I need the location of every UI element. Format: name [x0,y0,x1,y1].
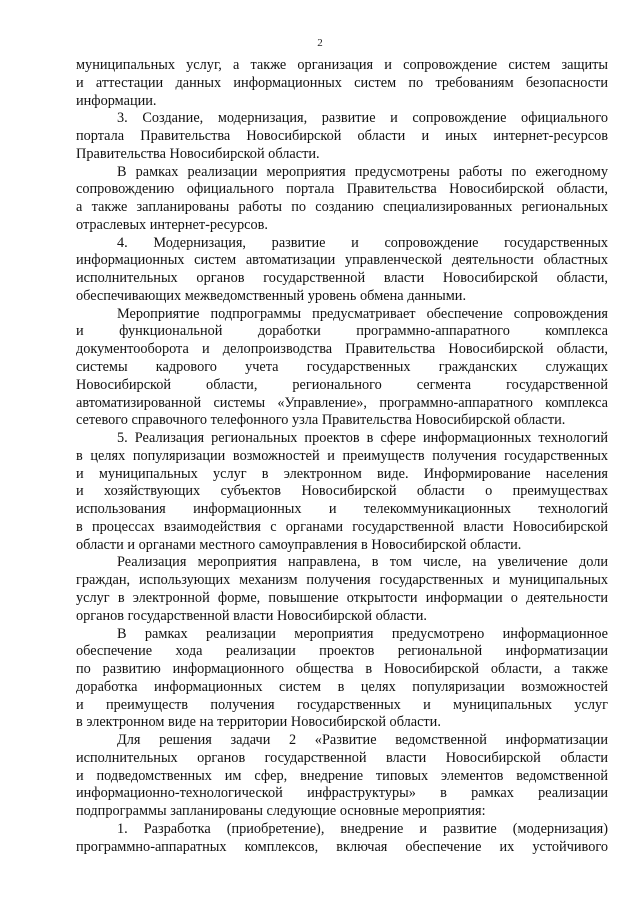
text-line: граждан, использующих механизм получения государственных и муниципальных [76,572,608,589]
text-line: по развитию информационного общества в Новосибирской области, а также [76,661,608,678]
text-line: Новосибирской области, регионального сегмента государственной [76,376,608,393]
text-line: и подведомственных им сфер, внедрение типовых элементов ведомственной [76,767,608,784]
text-line: программно-аппаратных комплексов, включая обеспечение их устойчивого [76,838,608,855]
text-line: информации. [76,92,157,109]
text-line: муниципальных услуг, а также организация и сопровождение систем защиты [76,57,608,73]
text-line: и аттестации данных информационных систем по требованиям безопасности [76,74,608,91]
text-line: использования информационных и телекоммуникационных технологий [76,501,608,518]
text-line: исполнительных органов государственной власти Новосибирской области, [76,270,608,287]
document-body [76,57,608,856]
text-line: документооборота и делопроизводства Правительства Новосибирской области, [76,341,608,358]
text-line: услуг в электронной форме, повышение открытости информации о деятельности [76,589,608,606]
text-line: системы кадрового учета государственных гражданских служащих [76,359,608,376]
text-line: отраслевых интернет-ресурсов. [76,216,268,233]
text-line: области и органами местного самоуправления в Новосибирской области. [76,536,522,553]
text-line: информационных систем автоматизации управленческой деятельности областных [76,252,608,269]
text-line: и хозяйствующих субъектов Новосибирской области о преимуществах [76,483,608,500]
text-line: обеспечивающих межведомственный уровень обмена данными. [76,287,467,304]
text-line: Реализация мероприятия направлена, в том числе, на увеличение доли [117,554,608,571]
text-line: и преимуществ получения государственных и муниципальных услуг [76,696,608,713]
text-line: в электронном виде на территории Новосибирской области. [76,714,441,731]
text-line: доработка информационных систем в целях популяризации возможностей [76,678,608,695]
text-line: Правительства Новосибирской области. [76,145,320,162]
text-line: портала Правительства Новосибирской области и иных интернет-ресурсов [76,128,608,145]
text-line: в целях популяризации возможностей и преимуществ получения государственных [76,447,608,464]
text-line: автоматизированной системы «Управление», программно-аппаратного комплекса [76,394,608,411]
text-line: подпрограммы запланированы следующие основные мероприятия: [76,803,486,820]
text-line: информационно-технологической инфраструктуры» в рамках реализации [76,785,608,802]
text-line: В рамках реализации мероприятия предусмотрены работы по ежегодному [117,163,608,180]
page-number: 2 [317,37,323,49]
text-line: 5. Реализация региональных проектов в сфере информационных технологий [117,430,608,447]
text-line: органов государственной власти Новосибирской области. [76,607,427,624]
text-line: сетевого справочного телефонного узла Правительства Новосибирской области. [76,412,566,429]
text-line: 4. Модернизация, развитие и сопровождение государственных [117,234,608,251]
text-line: Мероприятие подпрограммы предусматривает обеспечение сопровождения [117,305,608,322]
text-line: а также запланированы работы по созданию специализированных региональных [76,199,608,216]
text-line: и функциональной доработки программно-аппаратного комплекса [76,323,608,340]
text-line: и муниципальных услуг в электронном виде. Информирование населения [76,465,608,482]
text-line: 3. Создание, модернизация, развитие и сопровождение официального [117,110,608,127]
text-line: В рамках реализации мероприятия предусмотрено информационное [117,625,608,642]
text-line: сопровождению официального портала Правительства Новосибирской области, [76,181,608,198]
text-line: исполнительных органов государственной власти Новосибирской области [76,749,608,766]
text-line: Для решения задачи 2 «Развитие ведомственной информатизации [117,732,608,749]
text-line: обеспечение хода реализации проектов региональной информатизации [76,643,608,660]
text-line: в процессах взаимодействия с органами государственной власти Новосибирской [76,518,608,535]
text-line: 1. Разработка (приобретение), внедрение и развитие (модернизация) [117,820,608,837]
